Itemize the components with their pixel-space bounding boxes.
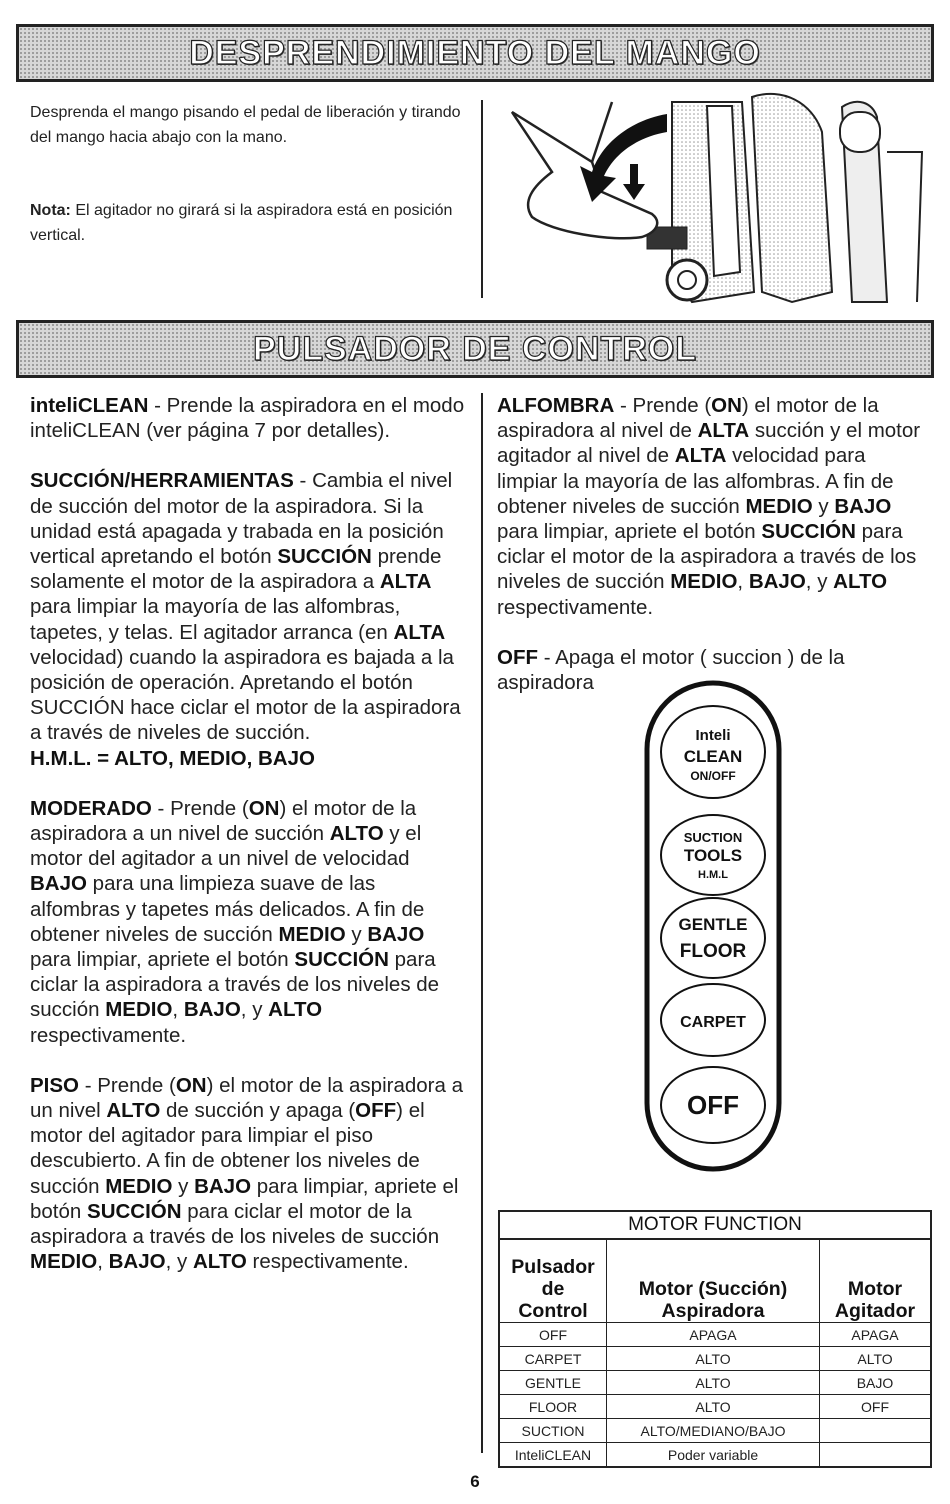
left-column [30, 393, 470, 1300]
motor-function-table [498, 1210, 932, 1468]
note-text: El agitador no girará si la aspiradora está en posición vertical. [30, 202, 453, 244]
svg-text:GENTLE: GENTLE [678, 915, 748, 934]
svg-text:TOOLS: TOOLS [683, 846, 743, 865]
svg-text:SUCTION: SUCTION [683, 830, 743, 845]
header-motor-succion: Motor (Succión) Aspiradora [607, 1239, 820, 1323]
svg-text:FLOOR: FLOOR [679, 941, 747, 962]
off-button [661, 1067, 765, 1143]
table-row: GENTLE ALTO BAJO [499, 1371, 931, 1395]
svg-text:CARPET: CARPET [680, 1014, 746, 1031]
svg-text:CLEAN: CLEAN [683, 747, 743, 766]
alfombra-paragraph: ALFOMBRA - Prende (ON) el motor de la aspiradora al nivel de ALTA succión y el motor agitador al nivel de ALTA velocidad para limpiar la mayoría de las alfombras. A fin de obtener niveles de succión MEDIO y BAJO para limpiar, apriete el botón SUCCIÓN para ciclar el motor de la aspiradora a través de los niveles de succión MEDIO, BAJO, y ALTO respectivamente. [497, 394, 921, 619]
header-motor-agitador: Motor Agitador [820, 1239, 932, 1323]
table-row: FLOOR ALTO OFF [499, 1395, 931, 1419]
control-panel-illustration [642, 680, 784, 1172]
header-pulsador: Pulsador de Control [499, 1239, 607, 1323]
section-banner-pulsador [16, 320, 934, 378]
table-row: OFF APAGA APAGA [499, 1323, 931, 1347]
table-header-row [499, 1239, 931, 1323]
svg-text:Inteli: Inteli [695, 727, 731, 744]
carpet-button [661, 984, 765, 1056]
section-title: PULSADOR DE CONTROL [253, 329, 697, 368]
column-divider [481, 100, 483, 298]
section-banner-desprendimiento [16, 24, 934, 82]
column-divider [481, 393, 483, 1453]
table-row: CARPET ALTO ALTO [499, 1347, 931, 1371]
inteliclean-paragraph: inteliCLEAN - Prende la aspiradora en el modo inteliCLEAN (ver página 7 por detalles). [30, 394, 465, 443]
table-row: InteliCLEAN Poder variable [499, 1443, 931, 1468]
table-row: SUCTION ALTO/MEDIANO/BAJO [499, 1419, 931, 1443]
handle-release-illustration [492, 92, 932, 312]
table-title: MOTOR FUNCTION [499, 1211, 931, 1239]
off-paragraph: OFF - Apaga el motor ( succion ) de la aspiradora [497, 645, 845, 695]
svg-text:H.M.L: H.M.L [698, 869, 728, 881]
section-title: DESPRENDIMIENTO DEL MANGO [189, 33, 761, 72]
suction-tools-button [661, 815, 765, 895]
inteliclean-button [661, 706, 765, 798]
moderado-paragraph: MODERADO - Prende (ON) el motor de la aspiradora a un nivel de succión ALTO y el motor del agitador a un nivel de velocidad BAJO para una limpieza suave de las alfombras y tapetes más delicados. A fin de obtener niveles de succión MEDIO y BAJO para limpiar, apriete el botón SUCCIÓN para ciclar la aspiradora a través de los niveles de succión MEDIO, BAJO, y ALTO respectivamente. [30, 796, 440, 1047]
right-column [497, 393, 927, 720]
succion-paragraph: SUCCIÓN/HERRAMIENTAS - Cambia el nivel de succión del motor de la aspiradora. Si la unidad está apagada y trabada en la posición vertical apretando el botón SUCCIÓN prende solamente el motor de la aspiradora a ALTA para limpiar la mayoría de las alfombras, tapetes, y telas. El agitador arranca (en ALTA velocidad) cuando la aspiradora es bajada a la posición de operación. Apretando el botón SUCCIÓN hace ciclar el motor de la aspiradora a través de niveles de succión. H.M.L. = ALTO, MEDIO, BAJO [30, 469, 461, 770]
note-label: Nota: [30, 202, 71, 219]
svg-text:OFF: OFF [687, 1090, 739, 1120]
gentle-floor-button [661, 898, 765, 978]
page-number: 6 [470, 1472, 480, 1491]
piso-paragraph: PISO - Prende (ON) el motor de la aspiradora a un nivel ALTO de succión y apaga (OFF) el motor del agitador para limpiar el piso descubierto. A fin de obtener los niveles de succión MEDIO y BAJO para limpiar, apriete el botón SUCCIÓN para ciclar el motor de la aspiradora a través de los niveles de succión MEDIO, BAJO, y ALTO respectivamente. [30, 1073, 463, 1274]
handle-release-text: Desprenda el mango pisando el pedal de liberación y tirando del mango hacia abajo con la mano. [30, 104, 461, 146]
handle-note [30, 198, 470, 248]
svg-text:ON/OFF: ON/OFF [690, 769, 736, 783]
